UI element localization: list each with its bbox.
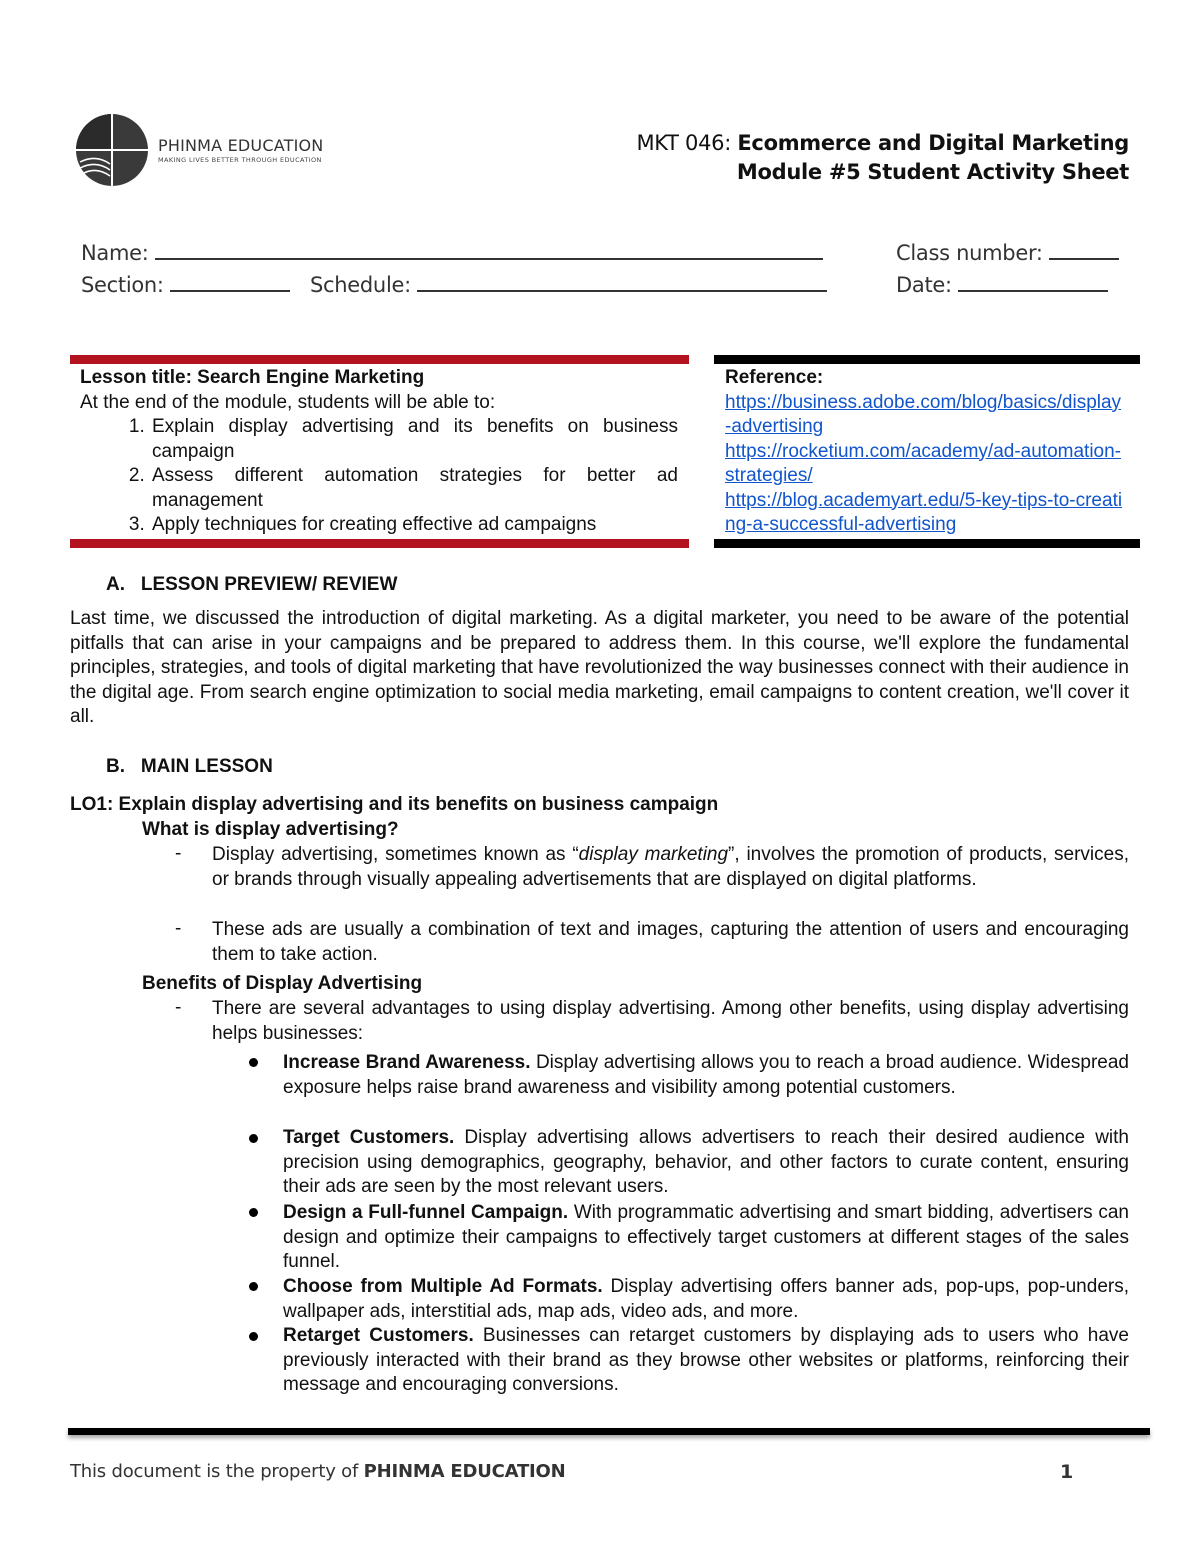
bullet-icon (249, 1058, 258, 1067)
name-field[interactable] (81, 241, 823, 265)
section-blank[interactable] (170, 289, 290, 292)
course-code: MKT 046: (636, 131, 731, 155)
course-title (636, 131, 1129, 155)
item-emphasis: display marketing (578, 844, 729, 865)
footer-owner: PHINMA EDUCATION (363, 1461, 566, 1482)
what-is-item (212, 918, 1129, 967)
item-text: Display advertising, sometimes known as “ (212, 844, 579, 865)
name-blank[interactable] (155, 257, 823, 260)
benefits-intro: There are several advantages to using display advertising. Among other benefits, using display advertising helps businesses: (212, 998, 1129, 1044)
benefit-item (283, 1126, 1129, 1200)
objectives-list (80, 415, 678, 538)
benefit-text: Display advertising allows you to reach a broad audience. Widespread exposure helps raise brand awareness and visibility among potential customers. (283, 1052, 1130, 1098)
reference-link[interactable]: https://blog.academyart.edu/5-key-tips-to-creating-a-successful-advertising (725, 489, 1123, 535)
bullet-icon (249, 1208, 258, 1217)
benefit-term: Retarget Customers. (283, 1325, 474, 1346)
what-is-item (212, 843, 1129, 892)
footer-prefix: This document is the property of (70, 1461, 364, 1482)
date-label: Date: (896, 273, 952, 297)
benefit-text: Businesses can retarget customers by displaying ads to users who have previously interacted with their brand as they browse other websites or platforms, reinforcing their message and encouraging conversions. (283, 1325, 1129, 1395)
date-blank[interactable] (958, 289, 1108, 292)
schedule-field[interactable] (310, 273, 827, 297)
benefits-heading: Benefits of Display Advertising (142, 973, 423, 994)
page-number: 1 (1060, 1461, 1074, 1483)
item-text: ”, involves the promotion of products, services, or brands through visually appealing advertisements that are displayed on digital platforms. (212, 844, 1129, 890)
dash-marker: - (175, 843, 182, 864)
reference-box (725, 366, 1125, 538)
benefit-term: Design a Full-funnel Campaign. (283, 1202, 569, 1223)
benefit-item (283, 1275, 1129, 1324)
section-b-heading: B. MAIN LESSON (106, 756, 273, 777)
benefit-term: Target Customers. (283, 1127, 455, 1148)
benefit-item (283, 1051, 1129, 1100)
class-number-field[interactable] (896, 241, 1119, 265)
section-a-heading: A. LESSON PREVIEW/ REVIEW (106, 574, 398, 595)
bullet-icon (249, 1134, 258, 1143)
item-text: These ads are usually a combination of text and images, capturing the attention of users and encouraging them to take action. (212, 919, 1129, 965)
class-number-label: Class number: (896, 241, 1043, 265)
benefit-term: Choose from Multiple Ad Formats. (283, 1276, 603, 1297)
benefit-term: Increase Brand Awareness. (283, 1052, 531, 1073)
benefit-text: Display advertising offers banner ads, pop-ups, pop-unders, wallpaper ads, interstitial ads, map ads, video ads, and more. (283, 1276, 1129, 1322)
lo1-title: LO1: Explain display advertising and its benefits on business campaign (70, 794, 719, 815)
reference-link[interactable]: https://business.adobe.com/blog/basics/display-advertising (725, 391, 1122, 437)
lesson-box-top-bar (70, 355, 689, 364)
course-name: Ecommerce and Digital Marketing (737, 131, 1129, 155)
benefit-text: Display advertising allows advertisers to reach their desired audience with precision using demographics, geography, behavior, and other factors to curate content, ensuring their ads are seen by the most relevant users. (283, 1127, 1129, 1197)
objective-item: 2. Assess different automation strategies for better ad management (150, 464, 678, 513)
phinma-logo (74, 112, 334, 190)
module-title: Module #5 Student Activity Sheet (736, 160, 1129, 184)
reference-box-bottom-bar (714, 539, 1140, 548)
benefit-text: With programmatic advertising and smart bidding, advertisers can design and optimize their campaigns to effectively target customers at different stages of the sales funnel. (283, 1202, 1129, 1272)
section-label: Section: (81, 273, 164, 297)
lesson-preview-paragraph: Last time, we discussed the introduction of digital marketing. As a digital marketer, you need to be aware of the potential pitfalls that can arise in your campaigns and be prepared to address them. In this course, we'll explore the fundamental principles, strategies, and tools of digital marketing that have revolutionized the way businesses connect with their audience in the digital age. From search engine optimization to social media marketing, email campaigns to content creation, we'll cover it all. (70, 608, 1129, 727)
lesson-box-bottom-bar (70, 539, 689, 548)
footer-text (70, 1461, 566, 1482)
dash-marker: - (175, 918, 182, 939)
logo-tagline: MAKING LIVES BETTER THROUGH EDUCATION (158, 156, 322, 164)
lesson-box (80, 366, 678, 538)
footer-divider (68, 1428, 1150, 1435)
bullet-icon (249, 1332, 258, 1341)
bullet-icon (249, 1282, 258, 1291)
logo-name: PHINMA EDUCATION (158, 136, 324, 155)
section-field[interactable] (81, 273, 290, 297)
class-number-blank[interactable] (1049, 257, 1119, 260)
reference-link[interactable]: https://rocketium.com/academy/ad-automation-strategies/ (725, 440, 1122, 486)
what-is-heading: What is display advertising? (142, 819, 399, 840)
schedule-label: Schedule: (310, 273, 411, 297)
benefit-item (283, 1324, 1129, 1398)
name-label: Name: (81, 241, 149, 265)
date-field[interactable] (896, 273, 1108, 297)
benefit-item (283, 1201, 1129, 1275)
reference-box-top-bar (714, 355, 1140, 364)
lesson-title: Lesson title: Search Engine Marketing (80, 367, 425, 388)
objective-item: 3. Apply techniques for creating effective ad campaigns (150, 513, 678, 538)
objective-item: 1. Explain display advertising and its benefits on business campaign (150, 415, 678, 464)
lesson-intro: At the end of the module, students will be able to: (80, 391, 496, 413)
dash-marker: - (175, 997, 182, 1018)
reference-title: Reference: (725, 367, 824, 388)
schedule-blank[interactable] (417, 289, 827, 292)
